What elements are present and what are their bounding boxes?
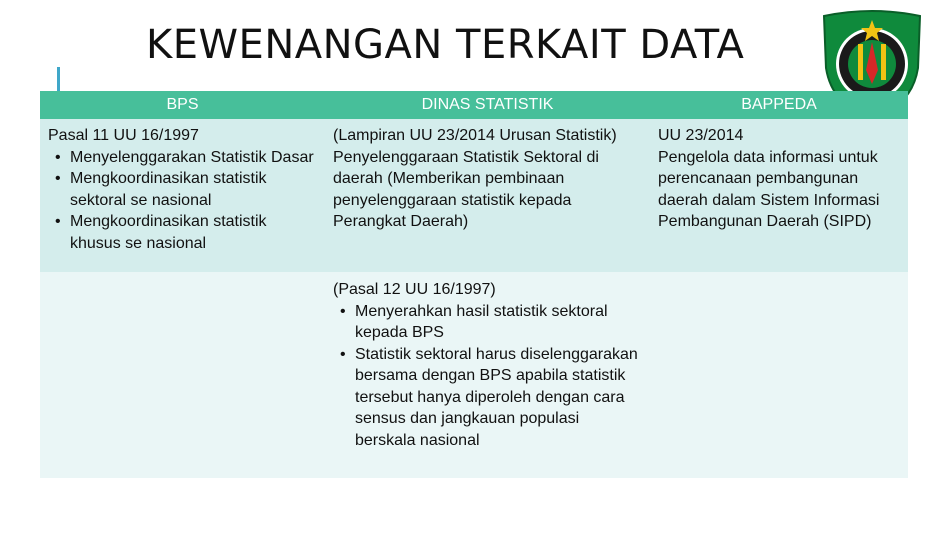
cell-bappeda — [650, 119, 908, 272]
list-item: • Menyerahkan hasil statistik sektoral kepada BPS — [355, 301, 642, 344]
cell-dinas-statistik-pasal12 — [325, 272, 650, 478]
page-title: KEWENANGAN TERKAIT DATA — [146, 22, 745, 68]
table-row — [40, 119, 908, 272]
list-item: • Statistik sektoral harus diselenggarakan bersama dengan BPS apabila statistik tersebut hanya diperoleh dengan cara sensus dan jangkauan populasi berskala nasional — [355, 344, 642, 452]
dinas-pasal12-list — [333, 301, 642, 452]
authority-table — [40, 91, 908, 478]
header-dinas-statistik: DINAS STATISTIK — [325, 91, 650, 119]
list-item: • Menyelenggarakan Statistik Dasar — [70, 147, 317, 169]
list-item: • Mengkoordinasikan statistik khusus se nasional — [70, 211, 317, 254]
cell-empty — [650, 272, 908, 478]
cell-bps — [40, 119, 325, 272]
bappeda-legal-basis: UU 23/2014 — [658, 127, 744, 144]
cell-empty — [40, 272, 325, 478]
header-bps: BPS — [40, 91, 325, 119]
cell-dinas-statistik — [325, 119, 650, 272]
bappeda-duties-text: Pengelola data informasi untuk perencanaan pembangunan daerah dalam Sistem Informasi Pembangunan Daerah (SIPD) — [658, 148, 880, 230]
list-item: • Mengkoordinasikan statistik sektoral se nasional — [70, 168, 317, 211]
header-bappeda: BAPPEDA — [650, 91, 908, 119]
dinas-pasal12-basis: (Pasal 12 UU 16/1997) — [333, 281, 496, 298]
table-header-row — [40, 91, 908, 119]
bps-legal-basis: Pasal 11 UU 16/1997 — [48, 127, 199, 144]
bps-duties-list — [48, 147, 317, 255]
dinas-duties-text: (Lampiran UU 23/2014 Urusan Statistik) Penyelenggaraan Statistik Sektoral di daerah (Memberikan pembinaan penyelenggaraan statistik kepada Perangkat Daerah) — [333, 127, 617, 230]
table-row — [40, 272, 908, 478]
